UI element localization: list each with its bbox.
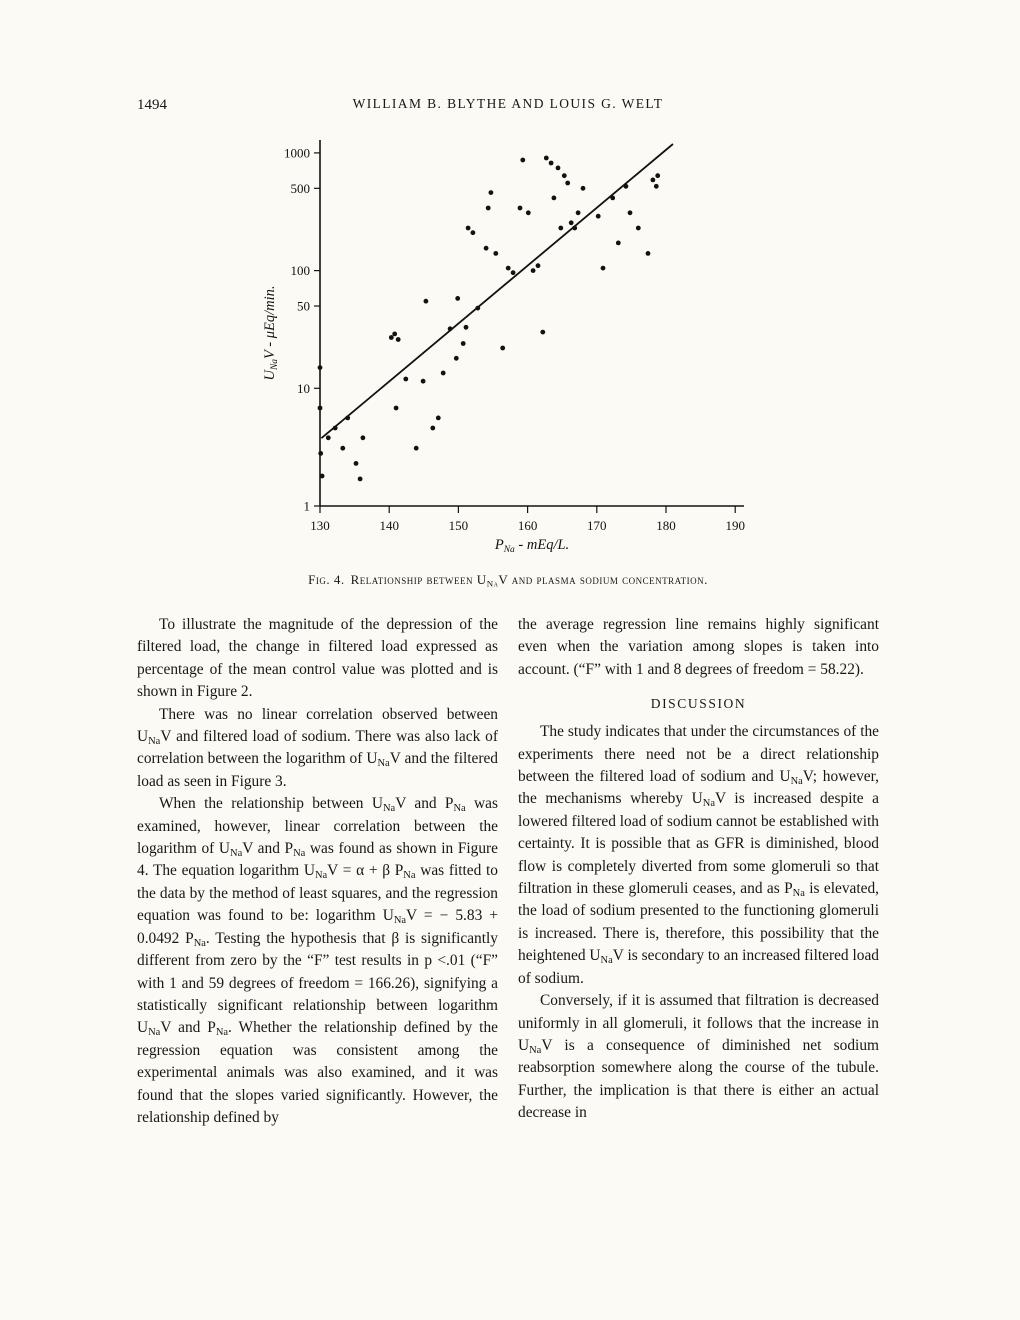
scatter-point <box>466 226 471 231</box>
scatter-point <box>358 477 363 482</box>
scatter-point <box>424 299 429 304</box>
scatter-point <box>361 435 366 440</box>
scatter-point <box>536 263 541 268</box>
section-heading: DISCUSSION <box>650 696 747 712</box>
scatter-point <box>531 268 536 273</box>
scatter-point <box>489 190 494 195</box>
page-header <box>137 96 879 118</box>
figure-caption-label: Fig. 4. <box>308 572 345 587</box>
scatter-point <box>436 416 441 421</box>
x-tick-label: 180 <box>656 518 676 533</box>
scatter-point <box>636 226 641 231</box>
paragraph: To illustrate the magnitude of the depression of the filtered load, the change in filtered load expressed as percentage of the mean control value was plotted and is shown in Figure 2. <box>137 616 498 701</box>
scatter-point <box>318 365 323 370</box>
scatter-point <box>601 266 606 271</box>
scatter-point <box>448 326 453 331</box>
scatter-point <box>654 184 659 189</box>
figure-4 <box>137 138 879 588</box>
scatter-point <box>471 230 476 235</box>
y-tick-label: 1000 <box>284 145 310 161</box>
regression-line <box>321 144 673 438</box>
scatter-point <box>544 156 549 161</box>
scatter-point <box>540 330 545 335</box>
scatter-point <box>651 178 656 183</box>
paragraph: Conversely, if it is assumed that filtration is decreased uniformly in all glomeruli, it follows that the increase in $U_{Na}V$ is a consequence of diminished net sodium reabsorption somewhere along the course of the tubule. Further, the implication is that there is either an actual decrease in <box>518 992 879 1122</box>
scatter-point <box>549 161 554 166</box>
scatter-point <box>441 371 446 376</box>
y-tick-label: 500 <box>290 180 310 196</box>
scatter-point <box>624 184 629 189</box>
scatter-point <box>581 186 586 191</box>
right-column <box>518 614 879 1129</box>
scatter-point <box>318 406 323 411</box>
y-axis-label: $U_{Na}V - \mu Eq/\min$. <box>262 285 280 381</box>
scatter-point <box>558 226 563 231</box>
scatter-point <box>576 210 581 215</box>
scatter-point <box>430 426 435 431</box>
scatter-point <box>511 270 516 275</box>
scatter-point <box>556 166 561 171</box>
scatter-point <box>562 173 567 178</box>
paragraph: The study indicates that under the circumstances of the experiments there need not be a direct relationship between the filtered load of sodium and $U_{Na}V$; however, the mechanisms whereby $U_{Na}V$ is increased despite a lowered filtered load of sodium cannot be established with certainty. It is possible that as GFR is diminished, blood flow is completely diverted from some glomeruli so that filtration in these glomeruli ceases, and as $P_{Na}$ is elevated, the load of sodium presented to the functioning glomeruli is increased. There is, therefore, this possibility that the heightened $U_{Na}V$ is secondary to an increased filtered load of sodium. <box>518 723 880 987</box>
paper-page <box>137 0 879 1129</box>
scatter-point <box>500 346 505 351</box>
scatter-point <box>414 446 419 451</box>
scatter-point <box>333 426 338 431</box>
x-tick-label: 150 <box>448 518 469 533</box>
scatter-point <box>493 251 498 256</box>
scatter-point <box>389 335 394 340</box>
figure-chart <box>258 138 758 570</box>
scatter-point <box>484 246 489 251</box>
scatter-point <box>394 406 399 411</box>
scatter-point <box>646 251 651 256</box>
y-tick-label: 10 <box>297 380 310 396</box>
scatter-point <box>318 451 323 456</box>
figure-chart-svg <box>258 138 758 570</box>
scatter-point <box>320 474 325 479</box>
scatter-point <box>565 181 570 186</box>
scatter-point <box>396 337 401 342</box>
x-tick-label: 160 <box>517 518 538 533</box>
scatter-point <box>461 341 466 346</box>
scatter-point <box>475 306 480 311</box>
scatter-point <box>569 220 574 225</box>
y-tick-label: 1 <box>303 498 310 514</box>
scatter-point <box>628 210 633 215</box>
x-tick-label: 190 <box>725 518 745 533</box>
scatter-point <box>655 173 660 178</box>
scatter-point <box>616 241 621 246</box>
scatter-point <box>552 196 557 201</box>
x-axis-label: $P_{Na} - mEq/L$. <box>494 537 570 555</box>
paragraph: There was no linear correlation observed between $U_{Na}V$ and filtered load of sodium. There was also lack of correlation between the logarithm of $U_{Na}V$ and the filtered load as seen in Figure 3. <box>137 705 499 790</box>
x-tick-label: 140 <box>379 518 399 533</box>
scatter-point <box>421 379 426 384</box>
y-tick-label: 50 <box>297 298 310 314</box>
scatter-point <box>526 210 531 215</box>
paragraph: the average regression line remains highly significant even when the variation among slopes is taken into account. (“F” with 1 and 8 degrees of freedom = 58.22). <box>518 616 879 678</box>
scatter-point <box>610 196 615 201</box>
scatter-point <box>455 296 460 301</box>
scatter-point <box>403 377 408 382</box>
figure-caption <box>137 572 879 588</box>
scatter-point <box>345 416 350 421</box>
paragraph: When the relationship between $U_{Na}V$ and $P_{Na}$ was examined, however, linear correlation between the logarithm of $U_{Na}V$ and $P_{Na}$ was found as shown in Figure 4. The equation logarithm $U_{Na}V = \alpha + \beta$ $P_{Na}$ was fitted to the data by the method of least squares, and the regression equation was found to be: logarithm $U_{Na}V$ = − 5.83 + 0.0492 $P_{Na}$. Testing the hypothesis that β is significantly different from zero by the “F” test results in p <.01 (“F” with 1 and 59 degrees of freedom = 166.26), signifying a statistically significant relationship between logarithm $U_{Na}V$ and $P_{Na}$. Whether the relationship defined by the regression equation was consistent among the experimental animals was also examined, and it was found that the slopes varied significantly. However, the relationship defined by <box>137 795 498 1126</box>
scatter-point <box>506 266 511 271</box>
x-tick-label: 170 <box>587 518 607 533</box>
scatter-point <box>520 158 525 163</box>
running-head: WILLIAM B. BLYTHE AND LOUIS G. WELT <box>352 96 664 111</box>
body-columns <box>137 614 879 1129</box>
scatter-point <box>326 435 331 440</box>
scatter-point <box>340 446 345 451</box>
scatter-point <box>354 461 359 466</box>
scatter-point <box>596 214 601 219</box>
left-column <box>137 614 498 1129</box>
scatter-point <box>518 206 523 211</box>
scatter-point <box>486 206 491 211</box>
scatter-point <box>464 325 469 330</box>
scatter-point <box>392 332 397 337</box>
page-number: 1494 <box>137 97 167 113</box>
scatter-point <box>572 226 577 231</box>
figure-caption-text: Relationship between $U_{Na}V$ and plasma sodium concentration. <box>350 572 708 589</box>
x-tick-label: 130 <box>310 518 330 533</box>
scatter-point <box>454 356 459 361</box>
y-tick-label: 100 <box>290 263 310 279</box>
